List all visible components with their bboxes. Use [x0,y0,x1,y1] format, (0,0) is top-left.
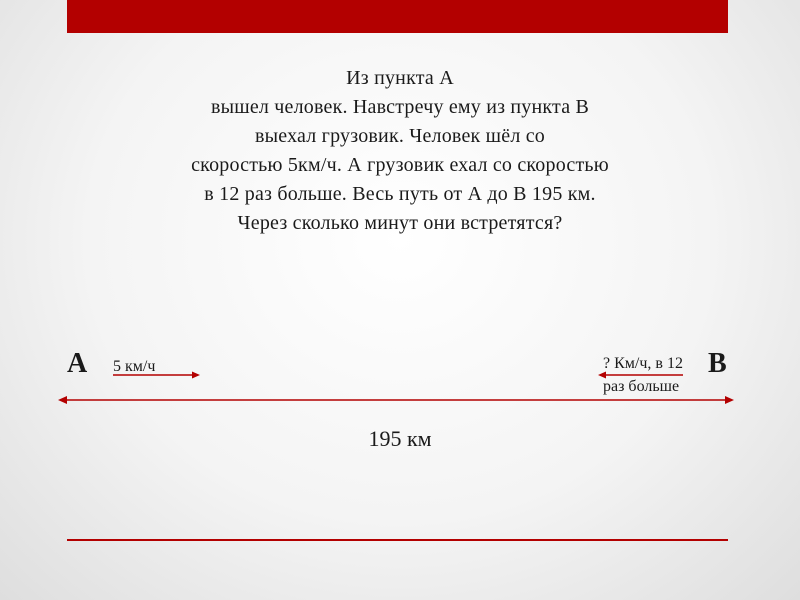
distance-label: 195 км [368,426,432,451]
truck-speed-label-line2: раз больше [603,378,680,395]
problem-line: вышел человек. Навстречу ему из пункта В [210,96,590,118]
problem-line: выехал грузовик. Человек шёл со [255,125,545,147]
problem-line: Через сколько минут они встретятся? [237,212,563,234]
problem-line: в 12 раз больше. Весь путь от А до В 195 км. [204,183,596,205]
point-a-label: А [67,348,88,379]
problem-line: скоростью 5км/ч. А грузовик ехал со скоростью [191,154,609,176]
problem-line: Из пункта А [346,67,454,89]
bottom-divider [67,539,728,541]
person-speed-label: 5 км/ч [113,358,156,375]
point-b-label: В [708,348,727,379]
truck-speed-label: ? Км/ч, в 12 [603,355,683,372]
